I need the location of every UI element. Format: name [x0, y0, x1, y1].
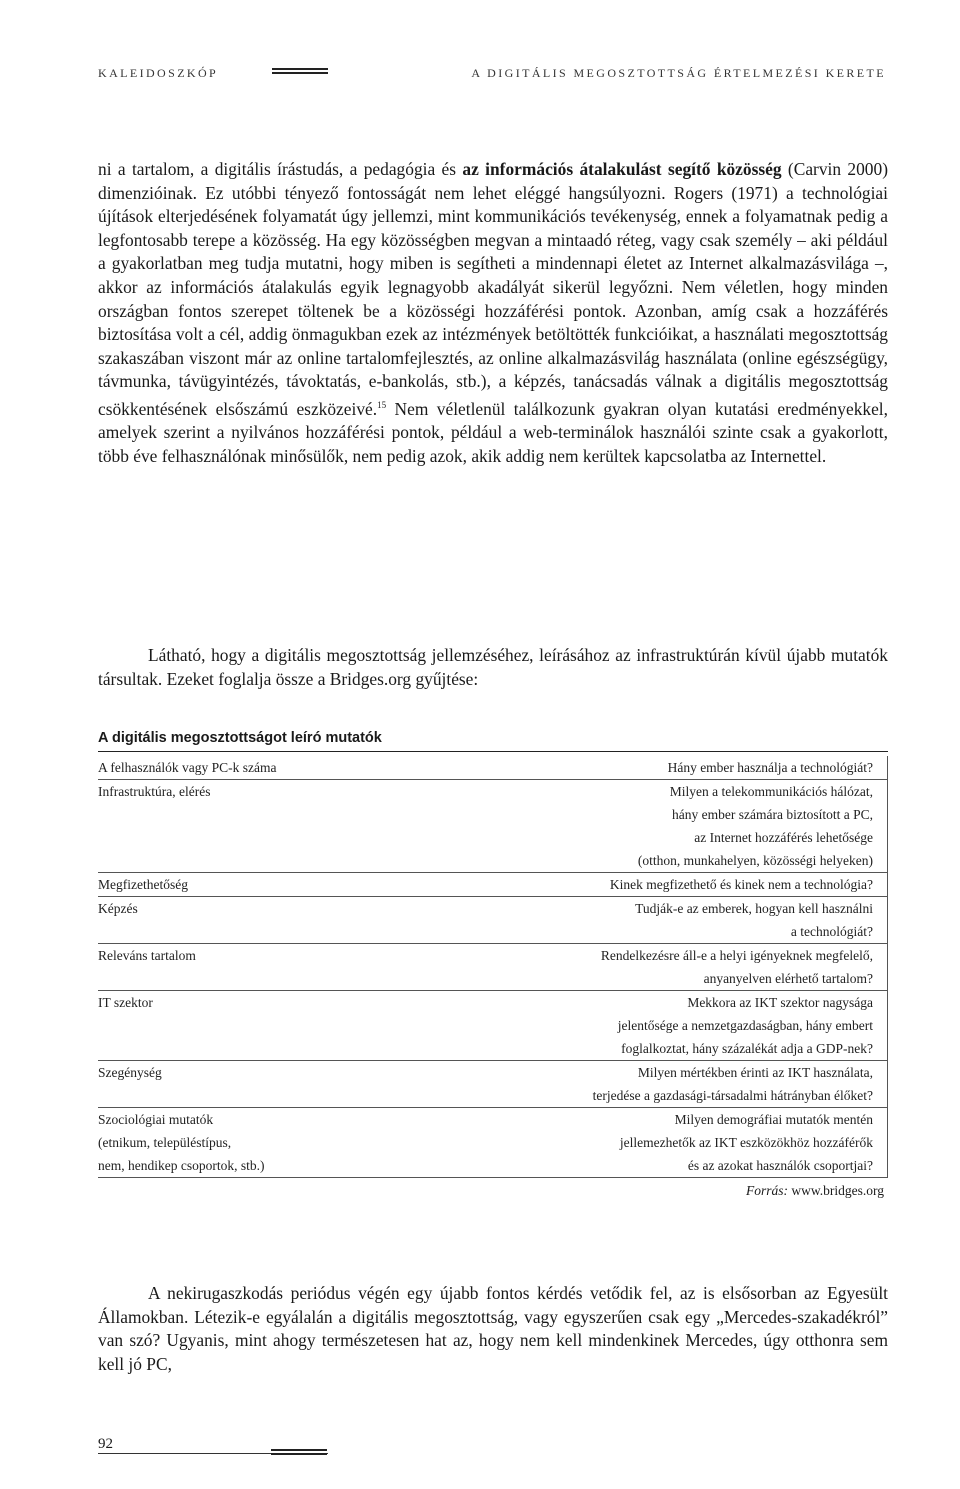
- header-article-title: A DIGITÁLIS MEGOSZTOTTSÁG ÉRTELMEZÉSI KERETE: [471, 66, 886, 80]
- indicator-question-line: hány ember számára biztosított a PC,: [672, 807, 873, 822]
- indicator-name-cell: [98, 897, 353, 943]
- indicator-question-line: Milyen demográfiai mutatók mentén: [674, 1112, 873, 1127]
- page-footer: [98, 1436, 348, 1456]
- indicator-question-cell: [468, 1061, 888, 1107]
- indicator-name-cell: [98, 780, 353, 872]
- indicator-name-line: Szociológiai mutatók: [98, 1112, 214, 1127]
- paragraph-1-text-a: ni a tartalom, a digitális írástudás, a pedagógia és: [98, 159, 463, 179]
- body-paragraph-2: Látható, hogy a digitális megosztottság jellemzéséhez, leírásához az infrastruktúrán kívül újabb mutatók társultak. Ezeket foglalja össze a Bridges.org gyűjtése:: [98, 645, 888, 689]
- table-row: [98, 1061, 888, 1108]
- indicator-question-line: jelentősége a nemzetgazdaságban, hány embert: [617, 1018, 873, 1033]
- indicator-question-line: és az azokat használók csoportjai?: [687, 1158, 873, 1173]
- indicator-question-cell: [468, 1108, 888, 1177]
- indicator-name-line: Infrastruktúra, elérés: [98, 784, 211, 799]
- indicator-name-cell: [98, 873, 353, 896]
- indicator-name-line: A felhasználók vagy PC-k száma: [98, 760, 277, 775]
- indicator-question-line: (otthon, munkahelyen, közösségi helyeken): [637, 853, 873, 868]
- indicator-name-cell: [98, 1061, 353, 1107]
- indicator-question-line: terjedése a gazdasági-társadalmi hátrányban élőket?: [592, 1088, 873, 1103]
- table-row: [98, 873, 888, 897]
- table-title-rule: [98, 751, 888, 752]
- indicator-question-cell: [468, 991, 888, 1060]
- indicator-question-cell: [468, 873, 888, 896]
- indicator-question-line: Mekkora az IKT szektor nagysága: [687, 995, 873, 1010]
- indicator-name-line: Megfizethetőség: [98, 877, 188, 892]
- paragraph-1-text-c: Nem véletlenül találkozunk gyakran olyan kutatási eredményekkel, amelyek szerint a nyilvános hozzáférési pontok, például a web-terminálok használói szinte csak a gyakorlott, több éve felhasználónak minősülők, nem pedig azok, akik addig nem kerültek kapcsolatba az Internettel.: [98, 398, 888, 466]
- table-row: [98, 1108, 888, 1178]
- indicator-question-cell: [468, 897, 888, 943]
- table-row: [98, 897, 888, 944]
- indicator-question-line: Milyen mértékben érinti az IKT használata,: [637, 1065, 873, 1080]
- indicator-name-line: (etnikum, településtípus,: [98, 1135, 232, 1150]
- running-header: [98, 66, 886, 88]
- table-row: [98, 944, 888, 991]
- table-row: [98, 780, 888, 873]
- footer-decorative-bar: [271, 1449, 327, 1455]
- indicator-question-line: Tudják-e az emberek, hogyan kell használni: [635, 901, 873, 916]
- source-value: www.bridges.org: [788, 1183, 884, 1198]
- body-paragraph-3: A nekirugaszkodás periódus végén egy újabb fontos kérdés vetődik fel, az is elsősorban az Egyesült Államokban. Létezik-e egyálalán a digitális megosztottság, vagy egyszerűen csak egy „Mercedes-szakadékról” van szó? Ugyanis, mint ahogy természetesen hat az, hogy nem kell mindenkinek Mercedes, úgy otthonra sem kell jó PC,: [98, 1283, 888, 1374]
- indicator-question-cell: [468, 944, 888, 990]
- indicator-name-cell: [98, 1108, 353, 1177]
- indicator-question-line: jellemezhetők az IKT eszközökhöz hozzáférők: [619, 1135, 873, 1150]
- header-decorative-bar: [272, 68, 328, 74]
- indicator-question-line: Rendelkezésre áll-e a helyi igényeknek megfelelő,: [600, 948, 873, 963]
- table-row: [98, 756, 888, 780]
- indicator-name-line: IT szektor: [98, 995, 153, 1010]
- table-title: A digitális megosztottságot leíró mutatók: [98, 730, 382, 746]
- indicator-name-cell: [98, 944, 353, 990]
- header-section-title: KALEIDOSZKÓP: [98, 66, 219, 80]
- indicator-question-line: Milyen a telekommunikációs hálózat,: [669, 784, 873, 799]
- indicator-question-cell: [468, 780, 888, 872]
- indicator-name-line: Képzés: [98, 901, 138, 916]
- source-label: Forrás:: [745, 1183, 788, 1198]
- indicator-name-line: nem, hendikep csoportok, stb.): [98, 1158, 265, 1173]
- paragraph-1-text-b: (Carvin 2000) dimenzióinak. Ez utóbbi tényező fontosságát nem lehet eléggé hangsúlyozni. Rogers (1971) a technológiai újítások elterjedésének folyamatát úgy jellemzi, mint kommunikációs tevékenység, ennek a folyamatnak pedig a legfontosabb terepe a közösség. Ha egy közösségben megvan a mintaadó réteg, vagy csak személy – aki például a gyakorlatban meg tudja mutatni, hogy miben is segítheti a mindennapi életet az Internet alkalmazásvilága –, akkor az információs átalakulás egyik legnagyobb akadályát sikerül legyőzni. Nem véletlen, hogy minden országban fontos szerepet töltenek be a közösségi hozzáférési pontok. Azonban, amíg csak a hozzáférés biztosítása volt a cél, addig önmagukban ezek az intézmények betöltötték funkcióikat, a használati megosztottság szakaszában viszont már az online tartalomfejlesztés, az online alkalmazásvilág használata (online egészségügy, távmunka, távügyintézés, távoktatás, e-bankolás, stb.), a képzés, tanácsadás válnak a digitális megosztottság csökkentésének elsőszámú eszközeivé.: [98, 159, 888, 419]
- table-body: [98, 756, 888, 1178]
- indicator-question-line: a technológiát?: [790, 924, 873, 939]
- indicator-name-line: Releváns tartalom: [98, 948, 196, 963]
- indicator-name-cell: [98, 756, 353, 779]
- table-source: [98, 1180, 888, 1202]
- page-number: 92: [98, 1436, 113, 1452]
- indicator-table: [98, 730, 888, 1202]
- indicator-question-line: Kinek megfizethető és kinek nem a technológia?: [609, 877, 873, 892]
- paragraph-1-bold-phrase: az információs átalakulást segítő közösség: [462, 159, 782, 179]
- indicator-name-line: Szegénység: [98, 1065, 162, 1080]
- footnote-marker: 15: [377, 399, 387, 410]
- body-paragraph-1: [98, 158, 888, 469]
- indicator-name-cell: [98, 991, 353, 1060]
- indicator-question-line: foglalkoztat, hány százalékát adja a GDP-nek?: [621, 1041, 873, 1056]
- indicator-question-line: az Internet hozzáférés lehetősége: [694, 830, 873, 845]
- indicator-question-line: Hány ember használja a technológiát?: [667, 760, 873, 775]
- indicator-question-line: anyanyelven elérhető tartalom?: [703, 971, 873, 986]
- table-row: [98, 991, 888, 1061]
- indicator-question-cell: [468, 756, 888, 779]
